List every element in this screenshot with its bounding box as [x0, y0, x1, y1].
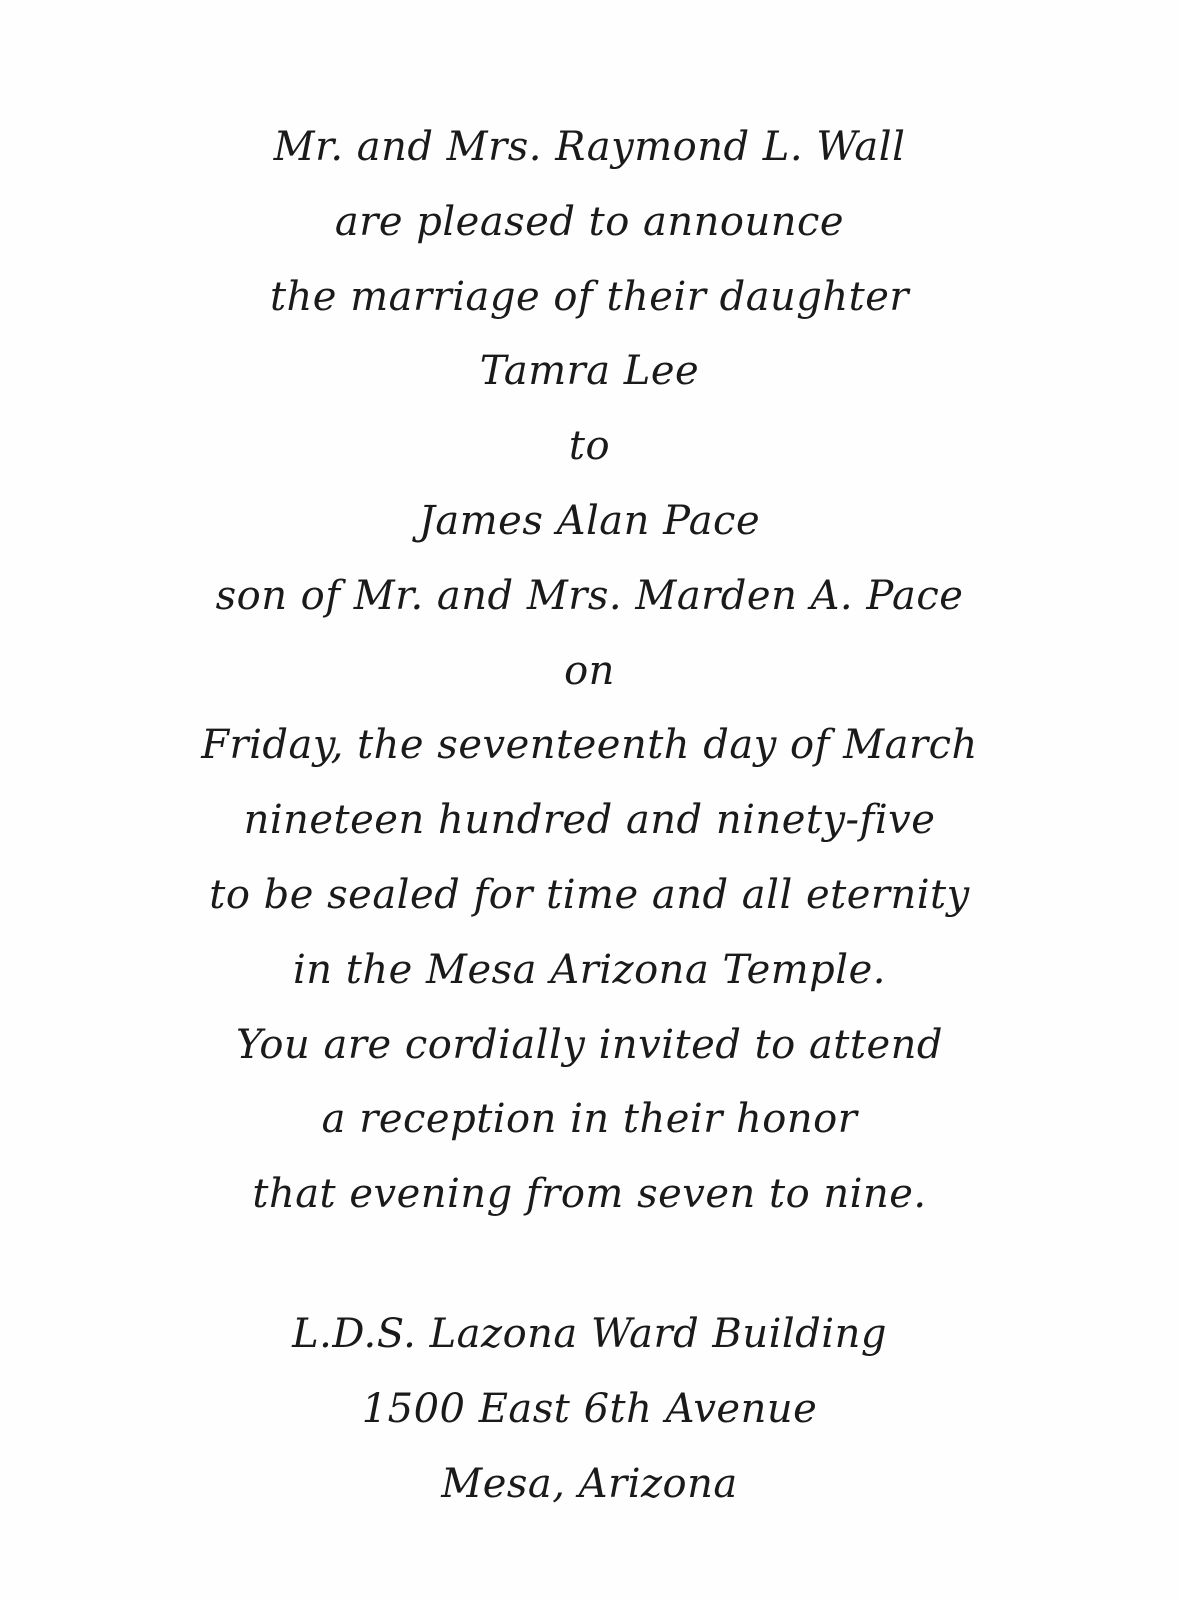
venue-street: 1500 East 6th Avenue	[361, 1386, 818, 1432]
wedding-date: Friday, the seventeenth day of March	[201, 722, 978, 769]
invitation-line: a reception in their honor	[321, 1096, 858, 1143]
announcement-text	[0, 110, 1179, 1232]
reception-time: that evening from seven to nine.	[252, 1171, 927, 1218]
invitation-line: You are cordially invited to attend	[235, 1021, 943, 1068]
groom-name: James Alan Pace	[418, 497, 761, 544]
venue-name: L.D.S. Lazona Ward Building	[292, 1311, 887, 1357]
announcement-line: on	[564, 647, 615, 694]
parents-names: Mr. and Mrs. Raymond L. Wall	[273, 124, 906, 170]
announcement-line: are pleased to announce	[334, 198, 845, 245]
groom-parents: son of Mr. and Mrs. Marden A. Pace	[215, 572, 964, 619]
bride-name: Tamra Lee	[479, 348, 700, 395]
temple-location: in the Mesa Arizona Temple.	[293, 946, 886, 993]
announcement-line: the marriage of their daughter	[269, 273, 910, 320]
venue-address	[0, 1297, 1179, 1522]
announcement-line: to	[568, 423, 611, 470]
wedding-year: nineteen hundred and ninety-five	[243, 797, 936, 844]
announcement-line: to be sealed for time and all eternity	[209, 871, 970, 918]
venue-city: Mesa, Arizona	[441, 1461, 738, 1507]
